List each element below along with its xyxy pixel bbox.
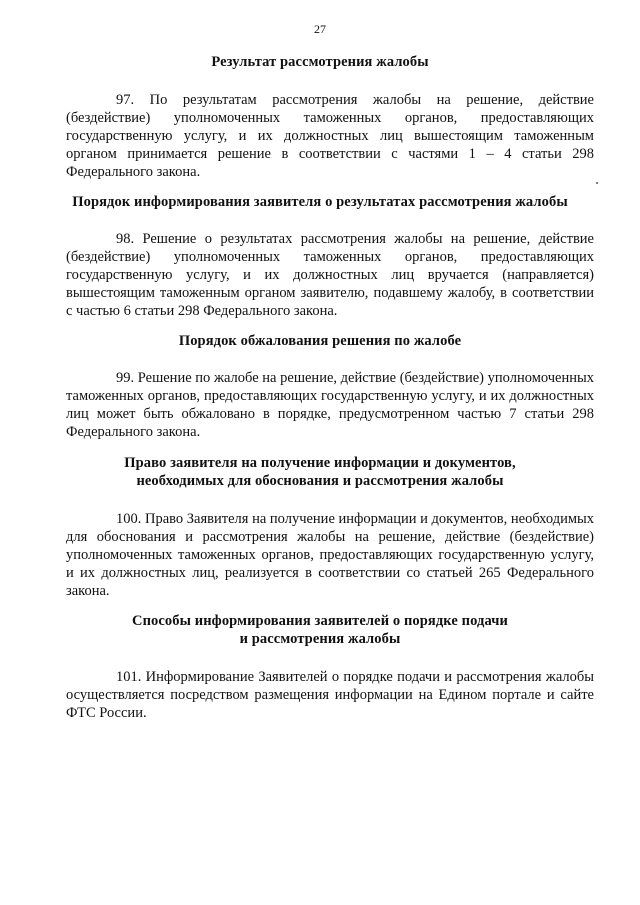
page-number: 27 xyxy=(314,22,326,36)
paragraph-text: По результатам рассмотрения жалобы на решение, действие (бездействие) уполномоченных таможенных органов, предоставляющих государственную услугу, и их должностных лиц вышестоящим таможенным органом принимается решение в соответствии с частями 1 – 4 статьи 298 Федерального закона. xyxy=(66,92,594,180)
paragraph-99 xyxy=(66,369,594,441)
section-heading-appeal-procedure xyxy=(60,332,580,350)
heading-line: Порядок информирования заявителя о результатах рассмотрения жалобы xyxy=(72,194,568,210)
scan-speck xyxy=(596,182,598,184)
heading-line: Результат рассмотрения жалобы xyxy=(211,54,429,70)
heading-line: Порядок обжалования решения по жалобе xyxy=(178,333,462,349)
paragraph-98 xyxy=(66,230,594,320)
heading-line: необходимых для обоснования и рассмотрения жалобы xyxy=(136,473,504,489)
paragraph-number: 101. xyxy=(116,669,142,685)
paragraph-text: Информирование Заявителей о порядке подачи и рассмотрения жалобы осуществляется посредством размещения информации на Едином портале и сайте ФТС России. xyxy=(66,669,594,721)
paragraph-101 xyxy=(66,668,594,722)
section-heading-complaint-result xyxy=(60,53,580,71)
paragraph-number: 100. xyxy=(116,511,142,527)
heading-line: Право заявителя на получение информации и документов, xyxy=(124,455,516,471)
section-heading-right-to-information xyxy=(60,454,580,490)
paragraph-number: 98. xyxy=(116,231,135,247)
section-heading-informing-result xyxy=(60,193,580,211)
paragraph-number: 99. xyxy=(116,370,135,386)
paragraph-text: Решение о результатах рассмотрения жалобы на решение, действие (бездействие) уполномоченных таможенных органов, предоставляющих государственную услугу, и их должностных лиц вручается (направляется) вышестоящим таможенным органом заявителю, подавшему жалобу, в соответствии с частью 6 статьи 298 Федерального закона. xyxy=(66,231,594,319)
paragraph-text: Право Заявителя на получение информации и документов, необходимых для обоснования и рассмотрения жалобы на решение, действие (бездействие) уполномоченных таможенных органов, предоставляющих государственную услугу, и их должностных лиц, реализуется в соответствии со статьей 265 Федерального закона. xyxy=(66,511,594,599)
paragraph-100 xyxy=(66,510,594,600)
heading-line: Способы информирования заявителей о порядке подачи xyxy=(132,613,508,629)
paragraph-number: 97. xyxy=(116,92,135,108)
section-heading-informing-methods xyxy=(60,612,580,648)
paragraph-text: Решение по жалобе на решение, действие (бездействие) уполномоченных таможенных органов, предоставляющих государственную услугу, и их должностных лиц может быть обжаловано в порядке, предусмотренном частью 7 статьи 298 Федерального закона. xyxy=(66,370,594,440)
heading-line: и рассмотрения жалобы xyxy=(239,631,401,647)
paragraph-97 xyxy=(66,91,594,181)
